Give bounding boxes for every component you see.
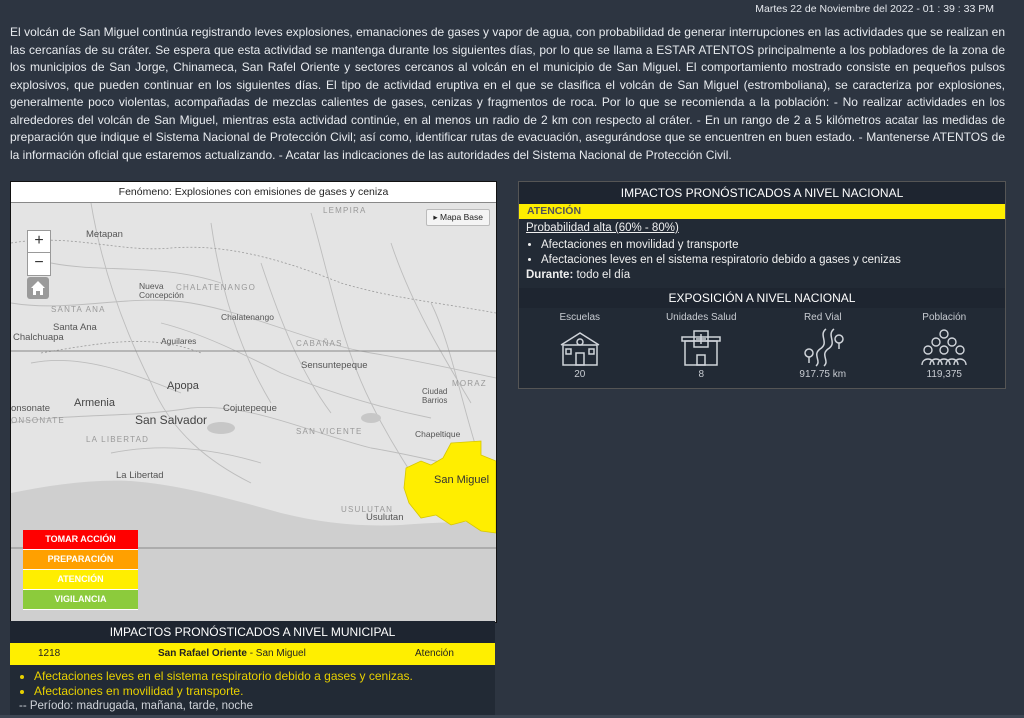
- exposure-item-roads: [768, 312, 878, 380]
- exposure-value: 20: [574, 369, 586, 380]
- map-label-lempira: LEMPIRA: [323, 206, 367, 215]
- municipal-impacts-title: IMPACTOS PRONÓSTICADOS A NIVEL MUNICIPAL: [10, 621, 495, 643]
- map-label-apopa: Apopa: [167, 380, 199, 392]
- national-level: ATENCIÓN: [519, 204, 1005, 219]
- municipal-impact-item: • Afectaciones leves en el sistema respiratorio debido a gases y cenizas.: [34, 669, 495, 684]
- map-label-la-libertad: La Libertad: [116, 470, 164, 481]
- national-impacts-list: [526, 238, 998, 268]
- zoom-in-button[interactable]: +: [27, 230, 51, 254]
- road-icon: [800, 327, 846, 367]
- school-icon: [557, 327, 603, 367]
- exposure-label: Población: [922, 312, 967, 323]
- map-label-la-libertad-dept: LA LIBERTAD: [86, 435, 150, 444]
- map-label-sensuntepeque: Sensuntepeque: [301, 360, 368, 371]
- map-legend: [23, 530, 138, 610]
- map-label-aguilares: Aguilares: [161, 336, 197, 346]
- national-body: [519, 219, 1005, 283]
- map-label-usulutan-dept: USULUTAN: [341, 505, 394, 514]
- exposure-label: Unidades Salud: [665, 312, 737, 323]
- map-label-chalchuapa: Chalchuapa: [13, 332, 64, 343]
- legend-item-vigilancia: VIGILANCIA: [23, 590, 138, 610]
- map-label-sonsonate-dept: ONSONATE: [11, 416, 65, 425]
- basemap-label: Mapa Base: [440, 212, 483, 222]
- map-label-chalatenango: Chalatenango: [221, 312, 274, 322]
- municipal-level: Atención: [415, 648, 454, 659]
- home-button[interactable]: [27, 277, 49, 299]
- exposure-grid: [519, 308, 1005, 380]
- map-header: Fenómeno: Explosiones con emisiones de gases y ceniza: [11, 182, 496, 203]
- municipality-name: San Rafael Oriente: [158, 648, 247, 659]
- map-label-armenia: Armenia: [74, 397, 115, 409]
- national-impact-item: • Afectaciones leves en el sistema respiratorio debido a gases y cenizas: [541, 253, 998, 268]
- map-label-san-vicente-dept: SAN VICENTE: [296, 427, 363, 436]
- municipal-place: [158, 643, 306, 665]
- date-time: Martes 22 de Noviembre del 2022 - 01 : 39 : 33 PM: [755, 3, 994, 15]
- exposure-label: Red Vial: [803, 312, 842, 323]
- national-probability: Probabilidad alta (60% - 80%): [526, 222, 679, 234]
- department-name: - San Miguel: [246, 648, 306, 659]
- national-impacts-panel: [518, 181, 1006, 389]
- legend-item-atencion: ATENCIÓN: [23, 570, 138, 590]
- bulletin-text: El volcán de San Miguel continúa registrando leves explosiones, emanaciones de gases y vapor de agua, con probabilidad de generar interrupciones en las actividades que se realizan en las cercanías de su cráter. Se espera que esta actividad se mantenga durante los siguientes días, por lo que se llama a ESTAR ATENTOS principalmente a los pobladores de la zona de los municipios de San Jorge, Chinameca, San Rafel Oriente y sectores cercanos al volcán en el municipio de San Miguel. El comportamiento mostrado consiste en pequeños pulsos explosivos, que pueden continuar en los siguientes días. El tipo de actividad eruptiva en el que se clasifica el volcán de San Miguel (estromboliana), se caracteriza por explosiones, generalmente poco violentas, acompañadas de mezclas calientes de gases, cenizas y fragmentos de roca. Por lo que se recomienda a la población: - No realizar actividades en los alrededores del volcán de San Miguel, mientras esta actividad continúe, en al menos un radio de 2 km con respecto al cráter. - En un rango de 2 a 5 kilómetros acatar las medidas de preparación que indique el Sistema Nacional de Protección Civil; así como, identificar rutas de evacuación, asegurándose que se encuentren en buen estado. - Mantenerse ATENTOS de la información oficial que estaremos actualizando. - Acatar las indicaciones de las autoridades del Sistema Nacional de Protección Civil.: [10, 25, 1005, 162]
- map-label-santa-ana-dept: SANTA ANA: [51, 305, 106, 314]
- municipal-code: 1218: [38, 648, 61, 659]
- map-area[interactable]: [11, 203, 496, 622]
- map-label-chapeltique: Chapeltique: [415, 429, 461, 439]
- population-icon: [919, 327, 969, 367]
- national-impacts-title: IMPACTOS PRONÓSTICADOS A NIVEL NACIONAL: [519, 182, 1005, 204]
- map-label-san-miguel: San Miguel: [434, 474, 490, 486]
- national-impact-item: • Afectaciones en movilidad y transporte: [541, 238, 998, 253]
- legend-item-preparacion: PREPARACIÓN: [23, 550, 138, 570]
- map-label-santa-ana: Santa Ana: [53, 322, 97, 333]
- duration-value: todo el día: [573, 269, 631, 281]
- home-icon: [27, 277, 49, 299]
- exposure-item-health: [646, 312, 756, 380]
- map-label-san-salvador: San Salvador: [135, 413, 208, 427]
- exposure-value: 119,375: [926, 369, 962, 380]
- municipal-period: -- Período: madrugada, mañana, tarde, noche: [19, 700, 253, 712]
- hospital-icon: [678, 327, 724, 367]
- municipal-impact-item: • Afectaciones en movilidad y transporte.: [34, 684, 495, 699]
- map-label-chalatenango-dept: CHALATENANGO: [176, 283, 257, 292]
- zoom-out-button[interactable]: −: [27, 252, 51, 276]
- exposure-label: Escuelas: [559, 312, 601, 323]
- basemap-button[interactable]: ▸ Mapa Base: [426, 209, 490, 226]
- legend-item-tomar-accion: TOMAR ACCIÓN: [23, 530, 138, 550]
- map-label-ciudad-barrios: Ciudad Barrios: [422, 387, 448, 405]
- exposure-item-schools: [525, 312, 635, 380]
- map-label-nueva-concepcion: Nueva Concepción: [139, 281, 184, 300]
- duration-label: Durante:: [526, 269, 574, 281]
- municipal-row[interactable]: [10, 643, 495, 665]
- exposure-title: EXPOSICIÓN A NIVEL NACIONAL: [519, 288, 1005, 308]
- municipal-impacts-panel: [10, 621, 495, 718]
- map-label-usulutan: Usulutan: [366, 512, 404, 523]
- exposure-value: 8: [698, 369, 705, 380]
- map-label-metapan: Metapan: [86, 229, 123, 240]
- exposure-item-population: [889, 312, 999, 380]
- map-label-morazan-dept: MORAZ: [452, 379, 487, 388]
- exposure-value: 917.75 km: [799, 369, 847, 380]
- national-duration: [526, 268, 998, 283]
- map-label-cabanas-dept: CABAÑAS: [296, 339, 343, 348]
- map-label-cojutepeque: Cojutepeque: [223, 403, 277, 414]
- municipal-impacts-list: [10, 669, 495, 699]
- map-label-sonsonate: onsonate: [11, 403, 51, 414]
- map-panel: [10, 181, 497, 623]
